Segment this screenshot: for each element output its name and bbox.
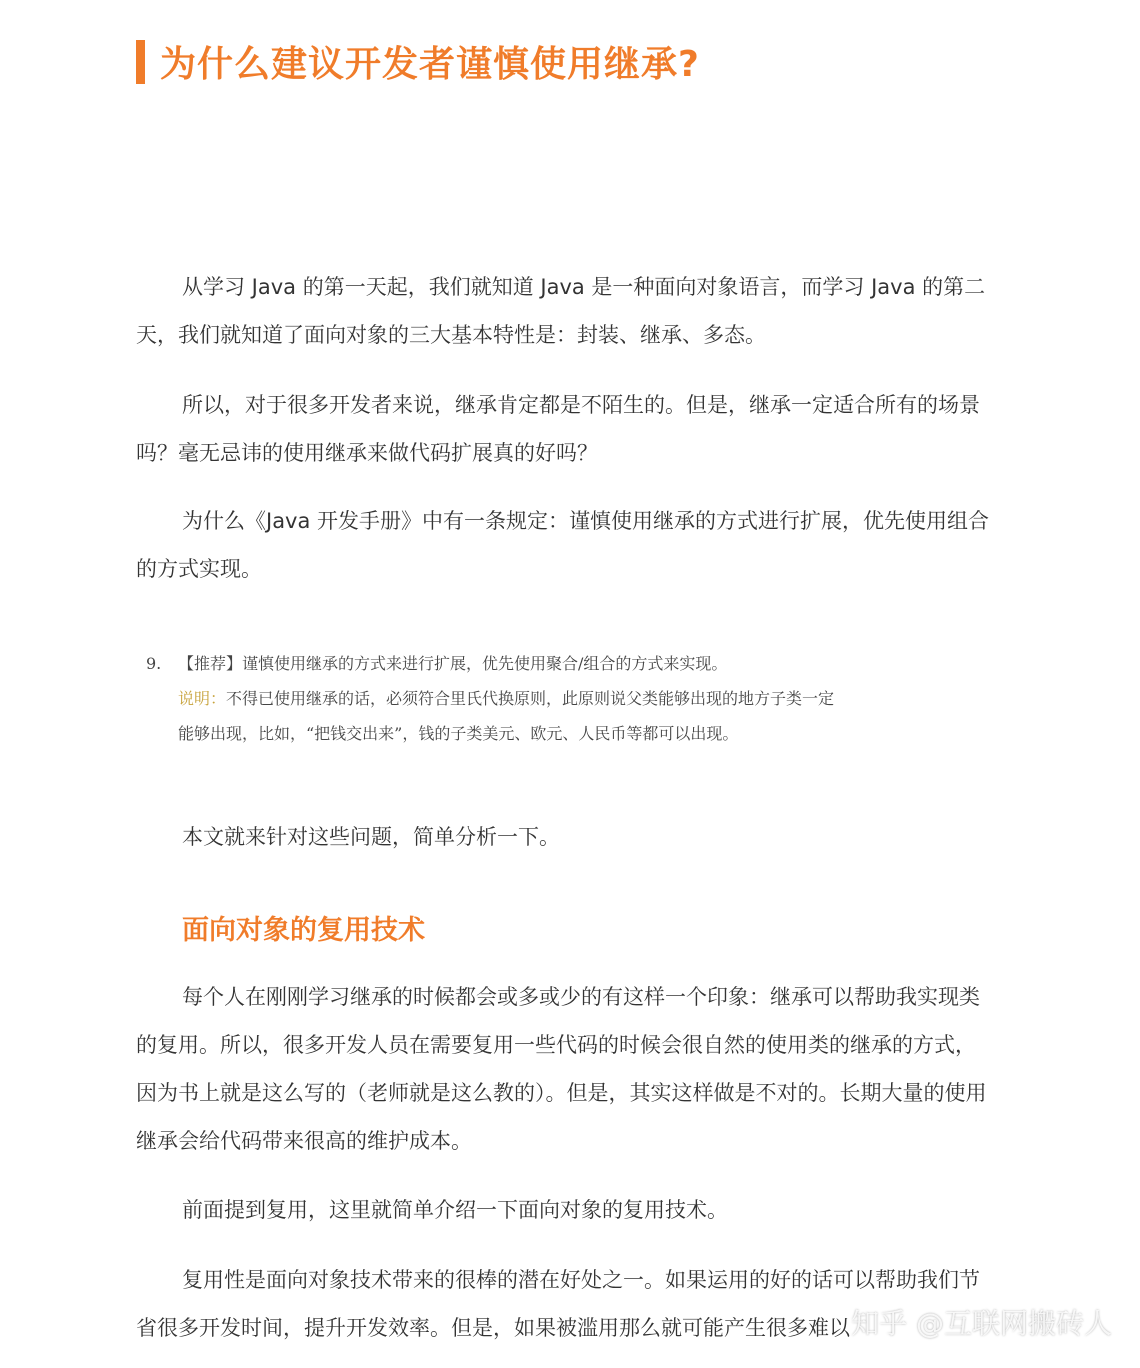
rule-note-line-1 (178, 686, 834, 709)
rule-tag: 【推荐】 (178, 654, 243, 673)
section-heading: 面向对象的复用技术 (182, 915, 425, 946)
intro-paragraph-1: 从学习 Java 的第一天起，我们就知道 Java 是一种面向对象语言，而学习 Java 的第二天，我们就知道了面向对象的三大基本特性是：封装、继承、多态。 (136, 275, 986, 347)
article-title: 为什么建议开发者谨慎使用继承? (160, 44, 700, 85)
section-paragraph-3: 复用性是面向对象技术带来的很棒的潜在好处之一。如果运用的好的话可以帮助我们节省很多开发时间，提升开发效率。但是，如果被滥用那么就可能产生很多难以 (136, 1268, 980, 1340)
rule-number: 9. (146, 654, 162, 673)
zhihu-watermark: 知乎 @互联网搬砖人 (851, 1307, 1112, 1340)
intro-paragraph-3: 为什么《Java 开发手册》中有一条规定：谨慎使用继承的方式进行扩展，优先使用组合的方式实现。 (136, 509, 990, 581)
title-accent-bar (136, 40, 145, 84)
rule-note-label: 说明： (178, 689, 227, 708)
rule-text: 谨慎使用继承的方式来进行扩展，优先使用聚合/组合的方式来实现。 (242, 654, 728, 673)
rule-line-1 (146, 651, 727, 674)
summary-paragraph: 本文就来针对这些问题，简单分析一下。 (182, 825, 560, 849)
section-paragraph-1: 每个人在刚刚学习继承的时候都会或多或少的有这样一个印象：继承可以帮助我实现类的复用。所以，很多开发人员在需要复用一些代码的时候会很自然的使用类的继承的方式，因为书上就是这么写的（老师就是这么教的）。但是，其实这样做是不对的。长期大量的使用继承会给代码带来很高的维护成本。 (136, 985, 987, 1153)
section-paragraph-2: 前面提到复用，这里就简单介绍一下面向对象的复用技术。 (182, 1198, 728, 1222)
intro-paragraph-2: 所以，对于很多开发者来说，继承肯定都是不陌生的。但是，继承一定适合所有的场景吗？毫无忌讳的使用继承来做代码扩展真的好吗？ (136, 393, 980, 465)
rule-note-line-2: 能够出现，比如，“把钱交出来”，钱的子类美元、欧元、人民币等都可以出现。 (178, 724, 739, 743)
rule-note-text-1: 不得已使用继承的话，必须符合里氏代换原则，此原则说父类能够出现的地方子类一定 (226, 689, 835, 708)
